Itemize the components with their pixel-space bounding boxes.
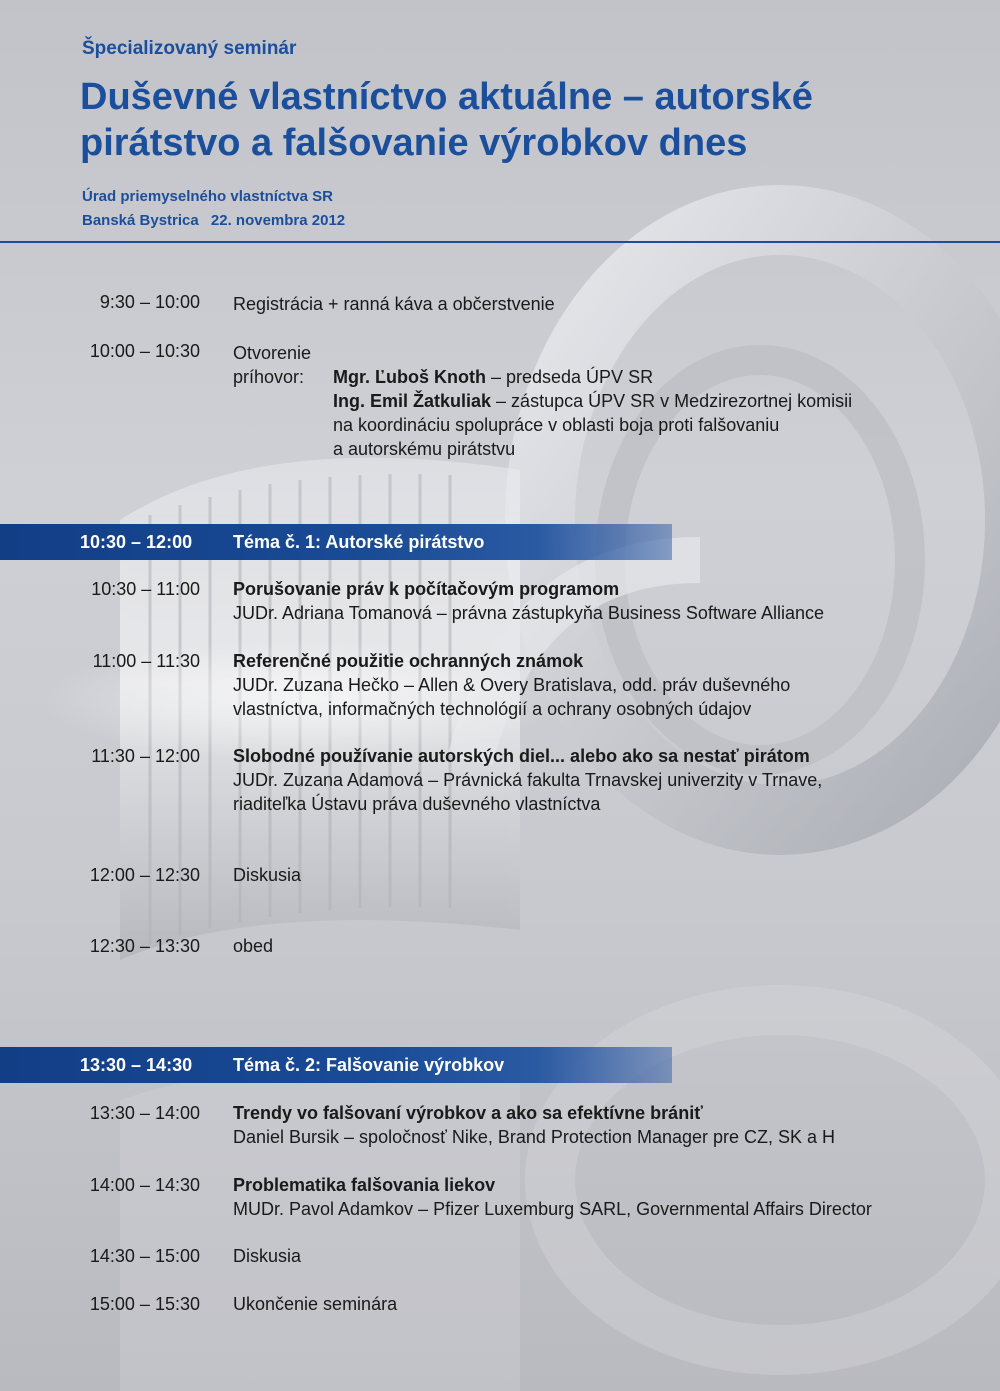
speaker-2-role-line-3: a autorskému pirátstvu (333, 439, 516, 459)
section-1-time: 10:30 – 12:00 (80, 532, 193, 552)
discussion-1-time: 12:00 – 12:30 (89, 865, 200, 885)
section-2-band (0, 1047, 672, 1083)
registration-text: Registrácia + ranná káva a občerstvenie (233, 294, 555, 314)
seminar-type-label: Špecializovaný seminár (82, 38, 297, 59)
title-line-1: Duševné vlastníctvo aktuálne – autorské (80, 76, 813, 118)
closing-text: Ukončenie seminára (233, 1294, 398, 1314)
talk-1-time: 10:30 – 11:00 (91, 579, 200, 599)
talk-5-time: 14:00 – 14:30 (89, 1175, 200, 1195)
talk-1-speaker: JUDr. Adriana Tomanová – právna zástupkyňa Business Software Alliance (233, 603, 824, 623)
talk-1-title: Porušovanie práv k počítačovým programom (233, 579, 620, 599)
registration-time: 9:30 – 10:00 (99, 292, 200, 312)
discussion-1-text: Diskusia (233, 865, 302, 885)
section-2-time: 13:30 – 14:30 (80, 1055, 193, 1075)
header-divider (0, 241, 1000, 243)
speaker-1-role: – predseda ÚPV SR (485, 367, 654, 387)
talk-5 (233, 1173, 872, 1221)
speaker-2-role-line-2: na koordináciu spolupráce v oblasti boja proti falšovaniu (333, 415, 780, 435)
closing-time: 15:00 – 15:30 (89, 1294, 200, 1314)
city: Banská Bystrica (82, 212, 199, 229)
talk-4-time: 13:30 – 14:00 (89, 1103, 200, 1123)
talk-4-speaker: Daniel Bursik – spoločnosť Nike, Brand Protection Manager pre CZ, SK a H (233, 1127, 836, 1147)
date: 22. novembra 2012 (210, 212, 346, 229)
speaker-2 (333, 389, 852, 413)
lunch-time: 12:30 – 13:30 (89, 936, 200, 956)
section-1-band (0, 524, 672, 560)
talk-1 (233, 577, 824, 625)
talk-2 (233, 649, 790, 721)
opening-time: 10:00 – 10:30 (89, 341, 200, 361)
title-line-2: pirátstvo a falšovanie výrobkov dnes (80, 122, 748, 164)
speaker-1 (333, 365, 852, 389)
talk-2-title: Referenčné použitie ochranných známok (233, 651, 584, 671)
page-title (80, 74, 980, 166)
lunch-text: obed (233, 936, 274, 956)
talk-3-speaker-line-1: JUDr. Zuzana Adamová – Právnická fakulta Trnavskej univerzity v Trnave, (233, 770, 823, 790)
organizer: Úrad priemyselného vlastníctva SR (82, 188, 333, 205)
talk-5-title: Problematika falšovania liekov (233, 1175, 496, 1195)
speaker-2-role-line-1: – zástupca ÚPV SR v Medzirezortnej komisii (491, 391, 853, 411)
talk-2-speaker-line-2: vlastníctva, informačných technológií a ochrany osobných údajov (233, 699, 752, 719)
speaker-1-name: Mgr. Ľuboš Knoth (333, 367, 486, 387)
venue-and-date (82, 212, 353, 229)
opening-title: Otvorenie (233, 343, 312, 363)
talk-2-speaker-line-1: JUDr. Zuzana Hečko – Allen & Overy Bratislava, odd. práv duševného (233, 675, 791, 695)
discussion-2-text: Diskusia (233, 1246, 302, 1266)
talk-4-title: Trendy vo falšovaní výrobkov a ako sa efektívne brániť (233, 1103, 703, 1123)
speaker-2-name: Ing. Emil Žatkuliak (333, 391, 492, 411)
talk-3-time: 11:30 – 12:00 (91, 746, 200, 766)
section-1-title: Téma č. 1: Autorské pirátstvo (233, 532, 485, 552)
talk-3-title: Slobodné používanie autorských diel... alebo ako sa nestať pirátom (233, 746, 810, 766)
talk-2-time: 11:00 – 11:30 (92, 651, 200, 671)
talk-4 (233, 1101, 835, 1149)
discussion-2-time: 14:30 – 15:00 (89, 1246, 200, 1266)
opening-speakers (333, 365, 852, 461)
section-2-title: Téma č. 2: Falšovanie výrobkov (233, 1055, 505, 1075)
talk-5-speaker: MUDr. Pavol Adamkov – Pfizer Luxemburg SARL, Governmental Affairs Director (233, 1199, 872, 1219)
talk-3 (233, 744, 822, 816)
talk-3-speaker-line-2: riaditeľka Ústavu práva duševného vlastníctva (233, 794, 601, 814)
opening-address-label: príhovor: (233, 367, 305, 387)
